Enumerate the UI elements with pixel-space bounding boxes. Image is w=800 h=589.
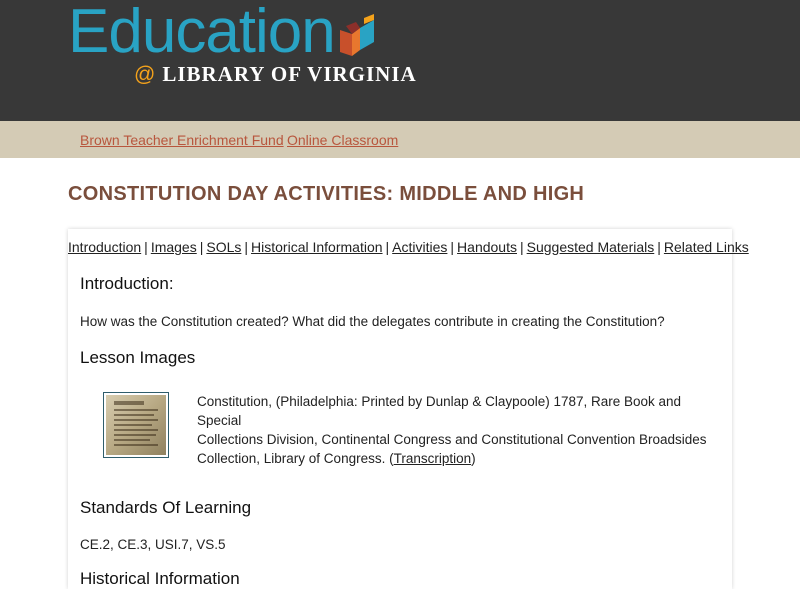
toc-link-introduction[interactable]: Introduction xyxy=(68,239,142,255)
logo-at-symbol: @ xyxy=(134,63,157,86)
logo-education[interactable]: Education xyxy=(68,0,335,66)
caption-line: Constitution, (Philadelphia: Printed by Dunlap & Claypoole) 1787, Rare Book and Special xyxy=(197,394,682,428)
toc-separator: | xyxy=(450,239,455,255)
toc-separator: | xyxy=(385,239,390,255)
constitution-image-thumbnail[interactable] xyxy=(103,392,169,458)
image-caption xyxy=(197,392,717,468)
toc-link-activities[interactable]: Activities xyxy=(392,239,448,255)
nav-link-brown-teacher-enrichment-fund[interactable]: Brown Teacher Enrichment Fund xyxy=(80,132,284,148)
toc-separator: | xyxy=(519,239,524,255)
logo-library-name: LIBRARY OF VIRGINIA xyxy=(162,62,417,86)
logo-subtitle xyxy=(134,62,417,87)
caption-text: ) xyxy=(471,451,476,466)
caption-text: Collection, Library of Congress. ( xyxy=(197,451,394,466)
standards-heading: Standards Of Learning xyxy=(80,498,252,517)
content-card xyxy=(68,229,749,589)
toc-link-related-links[interactable]: Related Links xyxy=(663,239,749,255)
toc-link-sols[interactable]: SOLs xyxy=(206,239,242,255)
toc-separator: | xyxy=(657,239,661,255)
book-logo-icon xyxy=(338,12,380,60)
nav-link-online-classroom[interactable]: Online Classroom xyxy=(287,132,399,148)
toc-link-suggested-materials[interactable]: Suggested Materials xyxy=(526,239,655,255)
site-header xyxy=(0,0,800,121)
caption-line xyxy=(197,449,717,468)
secondary-nav xyxy=(0,121,800,158)
toc-link-images[interactable]: Images xyxy=(150,239,197,255)
toc-separator: | xyxy=(244,239,249,255)
toc-separator: | xyxy=(199,239,204,255)
introduction-heading: Introduction: xyxy=(80,274,174,293)
introduction-text: How was the Constitution created? What did the delegates contribute in creating the Constitution? xyxy=(80,314,665,329)
lesson-images-heading: Lesson Images xyxy=(80,348,196,367)
toc-link-historical-information[interactable]: Historical Information xyxy=(251,239,383,255)
historical-information-heading: Historical Information xyxy=(80,569,240,588)
transcription-link[interactable]: Transcription xyxy=(393,451,472,466)
section-toc xyxy=(68,239,749,255)
caption-line: Collections Division, Continental Congress and Constitutional Convention Broadsides xyxy=(197,432,707,447)
standards-text: CE.2, CE.3, USI.7, VS.5 xyxy=(80,537,226,552)
document-thumbnail-icon xyxy=(106,395,166,455)
toc-link-handouts[interactable]: Handouts xyxy=(457,239,517,255)
page-title: CONSTITUTION DAY ACTIVITIES: MIDDLE AND HIGH xyxy=(68,183,585,205)
toc-separator: | xyxy=(144,239,148,255)
